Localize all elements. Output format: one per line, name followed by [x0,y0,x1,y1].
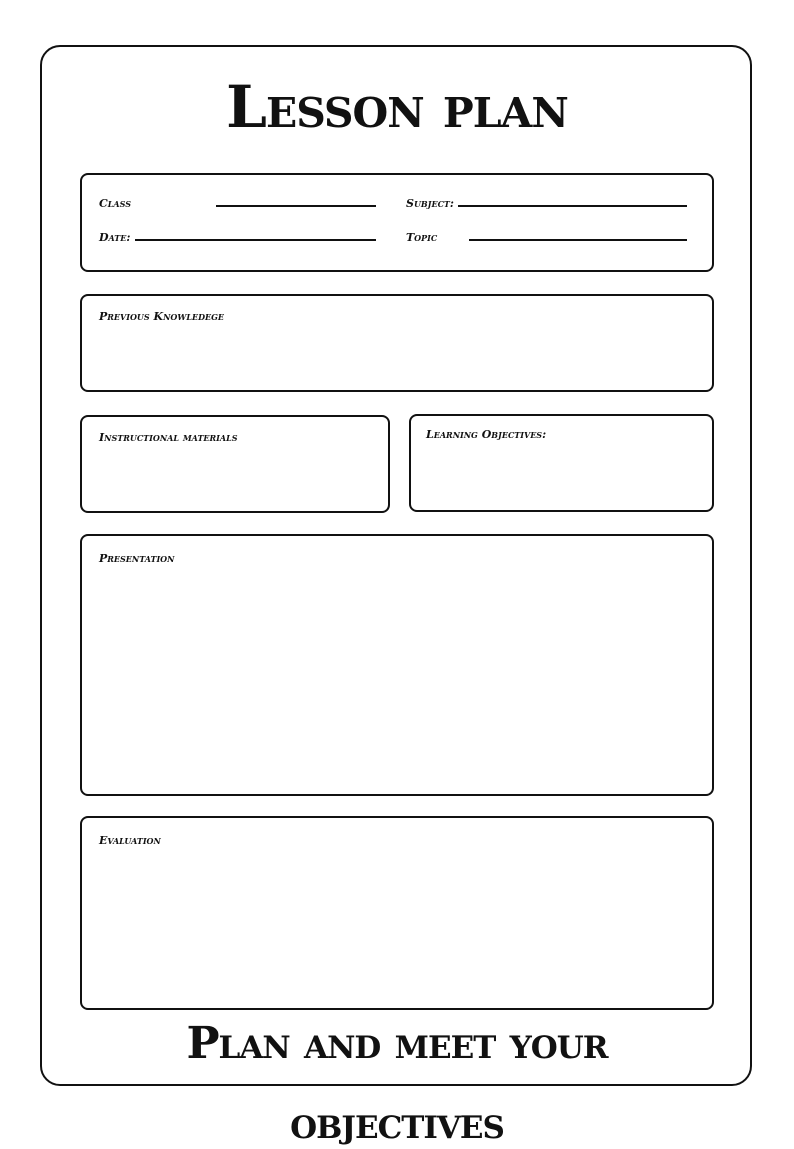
instructional-materials-box[interactable] [80,415,390,513]
learning-objectives-label: Learning Objectives: [426,428,547,441]
info-box [80,173,714,272]
date-label: Date: [99,231,131,244]
previous-knowledge-label: Previous Knowledege [99,310,225,323]
evaluation-label: Evaluation [99,834,161,847]
class-label: Class [99,197,131,210]
class-field[interactable] [216,205,376,207]
previous-knowledge-box[interactable] [80,294,714,392]
presentation-label: Presentation [99,552,175,565]
page-title: Lesson plan [226,73,568,141]
instructional-materials-label: Instructional materials [99,431,238,444]
topic-label: Topic [406,231,438,244]
date-field[interactable] [135,239,376,241]
subject-label: Subject: [406,197,454,210]
subject-field[interactable] [458,205,687,207]
evaluation-box[interactable] [80,816,714,1010]
footer-slogan-line2: objectives [290,1098,504,1149]
topic-field[interactable] [469,239,687,241]
footer-slogan-line1: Plan and meet your [186,1018,608,1069]
presentation-box[interactable] [80,534,714,796]
